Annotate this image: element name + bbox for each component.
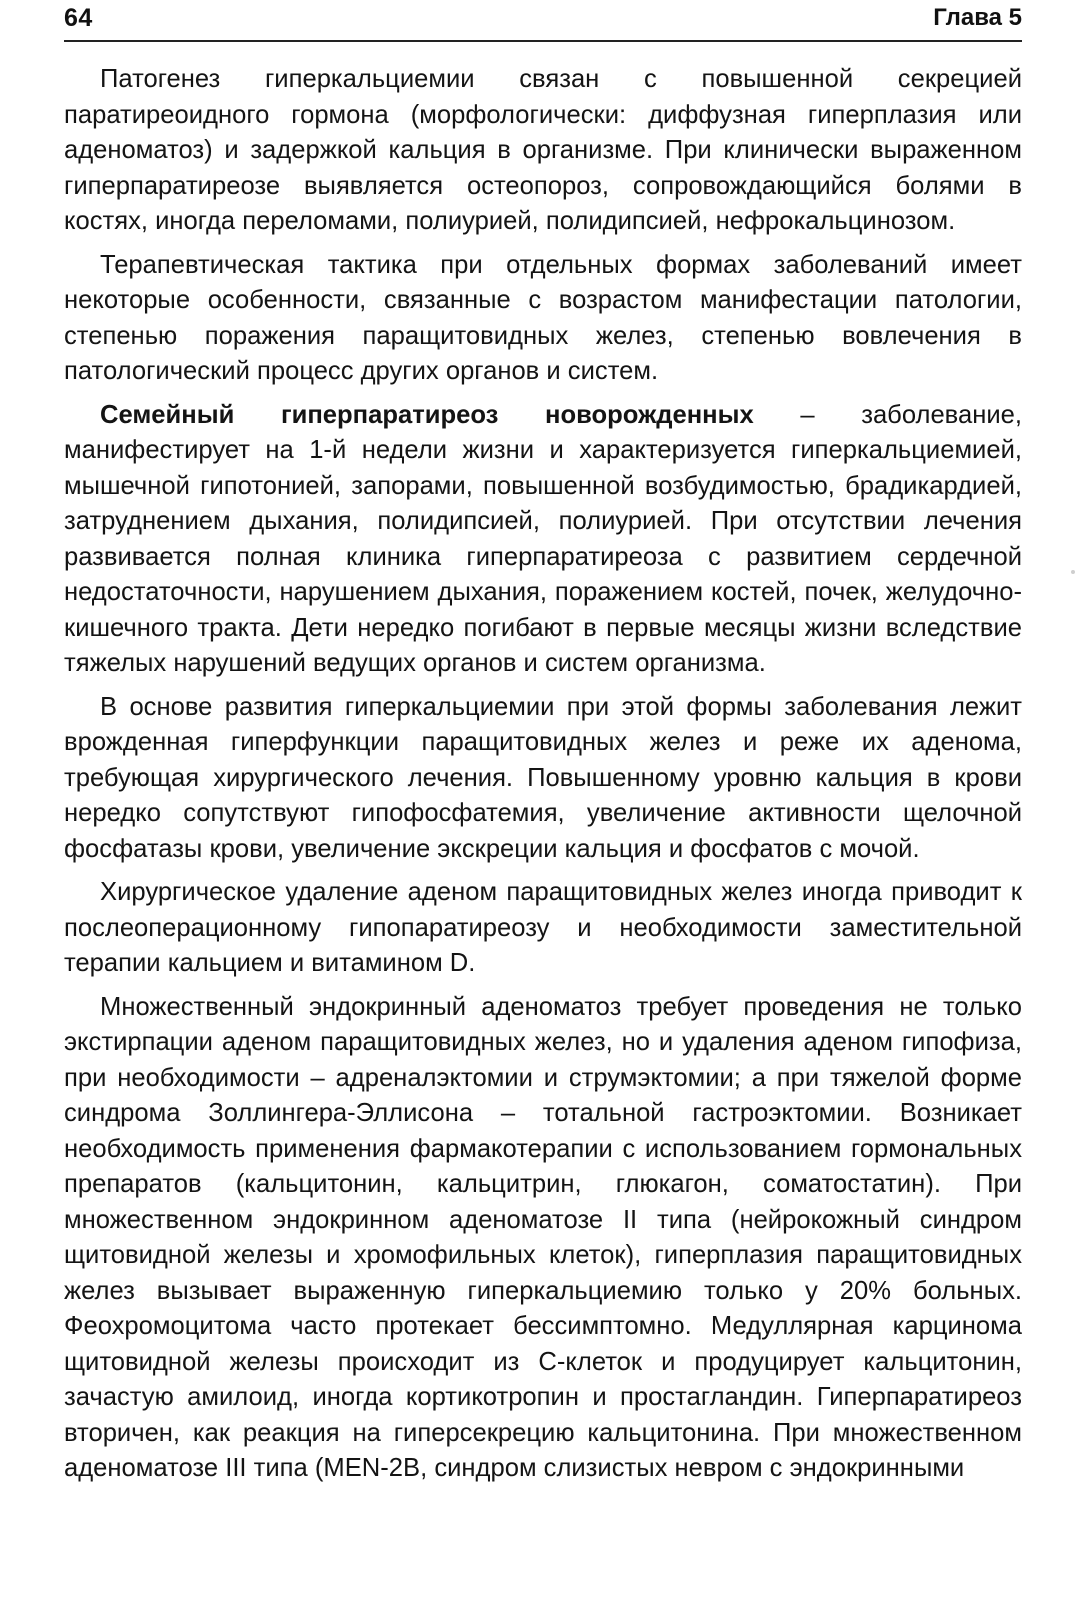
paragraph-text: Хирургическое удаление аденом паращитовидных желез иногда приводит к послеоперационному гипопаратиреозу и необходимости заместительной терапии кальцием и витамином D.	[64, 878, 1022, 977]
scan-speck	[1071, 570, 1075, 574]
paragraph-multiple-endocrine-adenomatosis	[64, 990, 1022, 1487]
chapter-label: Глава 5	[933, 4, 1022, 31]
paragraph-basis-of-development	[64, 690, 1022, 868]
paragraph-familial-hyperparathyroidism	[64, 398, 1022, 682]
page-number: 64	[64, 4, 93, 32]
paragraph-therapy-tactics	[64, 248, 1022, 390]
paragraph-text: В основе развития гиперкальциемии при этой формы заболевания лежит врожденная гиперфункции паращитовидных желез и реже их аденома, требующая хирургического лечения. Повышенному уровню кальция в крови нередко сопутствуют гипофосфатемия, увеличение активности щелочной фосфатазы крови, увеличение экскреции кальция и фосфатов с мочой.	[64, 692, 1022, 863]
paragraph-text: – заболевание, манифестирует на 1-й недели жизни и характеризуется гиперкальциемией, мышечной гипотонией, запорами, повышенной возбудимостью, брадикардией, затруднением дыхания, полидипсией, полиурией. При отсутствии лечения развивается полная клиника гиперпаратиреоза с развитием сердечной недостаточности, нарушением дыхания, поражением костей, почек, желудочно-кишечного тракта. Дети нередко погибают в первые месяцы жизни вследствие тяжелых нарушений ведущих органов и систем организма.	[64, 400, 1022, 677]
paragraph-pathogenesis	[64, 62, 1022, 240]
paragraph-surgical-removal	[64, 875, 1022, 982]
paragraph-text: Терапевтическая тактика при отдельных формах заболеваний имеет некоторые особенности, связанные с возрастом манифестации патологии, степенью поражения паращитовидных желез, степенью вовлечения в патологический процесс других органов и систем.	[64, 250, 1022, 385]
paragraph-text: Патогенез гиперкальциемии связан с повышенной секрецией паратиреоидного гормона (морфологически: диффузная гиперплазия или аденоматоз) и задержкой кальция в организме. При клинически выраженном гиперпаратиреозе выявляется остеопороз, сопровождающийся болями в костях, иногда переломами, полиурией, полидипсией, нефрокальцинозом.	[64, 65, 1022, 235]
header-rule	[64, 40, 1022, 42]
bold-term: Семейный гиперпаратиреоз новорожденных	[100, 400, 754, 429]
paragraph-text: Множественный эндокринный аденоматоз требует проведения не только экстирпации аденом паращитовидных желез, но и удаления аденом гипофиза, при необходимости – адреналэктомии и струмэктомии; а при тяжелой форме синдрома Золлингера-Эллисона – тотальной гастроэктомии. Возникает необходимость применения фармакотерапии с использованием гормональных препаратов (кальцитонин, кальцитрин, глюкагон, соматостатин). При множественном эндокринном аденоматозе II типа (нейрокожный синдром щитовидной железы и хромофильных клеток), гиперплазия паращитовидных желез вызывает выраженную гиперкальциемию только у 20% больных. Феохромоцитома часто протекает бессимптомно. Медуллярная карцинома щитовидной железы происходит из С-клеток и продуцирует кальцитонин, зачастую амилоид, иногда кортикотропин и простагландин. Гиперпаратиреоз вторичен, как реакция на гиперсекрецию кальцитонина. При множественном аденоматозе III типа (MEN-2B, синдром слизистых невром с эндокринными	[64, 992, 1022, 1482]
running-header	[64, 4, 1022, 38]
body-text	[64, 62, 1022, 1487]
